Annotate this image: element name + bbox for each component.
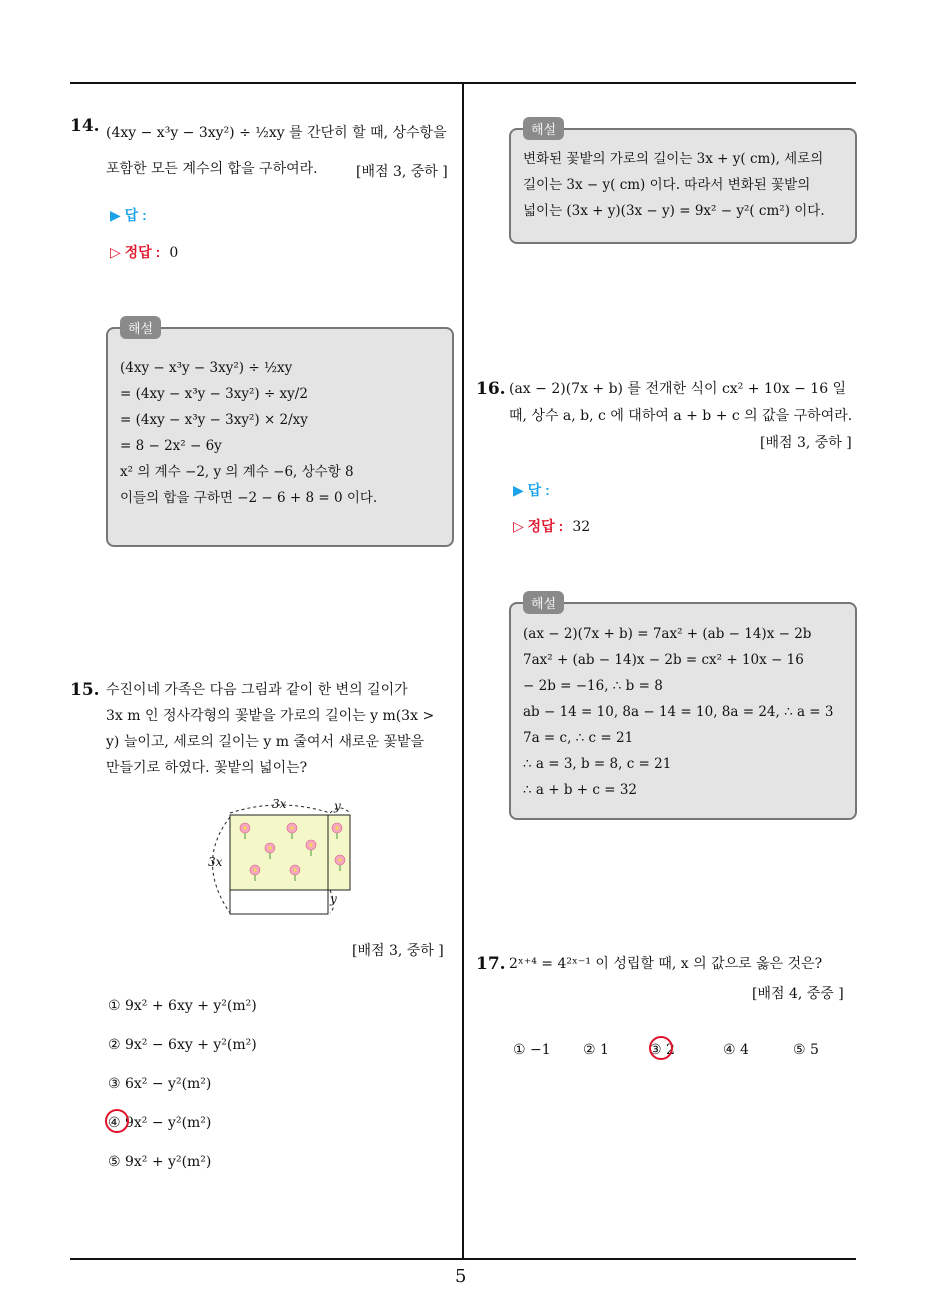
q14-number: 14.	[70, 116, 100, 136]
explanation-line: ∴ a = 3, b = 8, c = 21	[523, 756, 672, 772]
q16-correct-value: 32	[572, 519, 591, 535]
q15-score: [배점 3, 중하 ]	[352, 943, 444, 959]
q15-figure-side-label: 3x	[208, 855, 223, 869]
q16-correct	[513, 516, 590, 536]
q16-explanation-box	[509, 602, 857, 820]
q15-number: 15.	[70, 680, 100, 700]
page-number: 5	[455, 1266, 467, 1287]
q17-number: 17.	[476, 954, 506, 974]
explanation-line: 길이는 3x − y( cm) 이다. 따라서 변화된 꽃밭의	[523, 177, 811, 193]
center-divider	[462, 82, 464, 1260]
choice-option[interactable]: ② 1	[583, 1042, 609, 1058]
q14-answer-label: ▶ 답 :	[110, 207, 147, 223]
explanation-line: 넓이는 (3x + y)(3x − y) = 9x² − y²( cm²) 이다.	[523, 203, 825, 219]
explanation-line: 변화된 꽃밭의 가로의 길이는 3x + y( cm), 세로의	[523, 151, 824, 167]
q15-choices	[108, 996, 257, 1191]
q15-explanation-tag: 해설	[523, 117, 564, 140]
q16-correct-label: ▷ 정답 :	[513, 518, 564, 534]
explanation-line: 7a = c, ∴ c = 21	[523, 730, 634, 746]
q14-line1: (4xy − x³y − 3xy²) ÷ ½xy 를 간단히 할 때, 상수항을	[106, 125, 447, 141]
explanation-line: = 8 − 2x² − 6y	[120, 438, 222, 454]
explanation-line: − 2b = −16, ∴ b = 8	[523, 678, 663, 694]
question-line: 만들기로 하였다. 꽃밭의 넓이는?	[106, 760, 308, 776]
bottom-rule	[70, 1258, 856, 1260]
choice-option[interactable]: ② 9x² − 6xy + y²(m²)	[108, 1037, 257, 1053]
choice-option[interactable]: ⑤ 5	[793, 1042, 819, 1058]
q15-question	[106, 677, 434, 781]
explanation-line: = (4xy − x³y − 3xy²) ÷ xy/2	[120, 386, 308, 402]
q14-correct-value: 0	[169, 245, 179, 261]
choice-option[interactable]: ③ 6x² − y²(m²)	[108, 1076, 212, 1092]
q16-line2: 때, 상수 a, b, c 에 대하여 a + b + c 의 값을 구하여라.	[509, 408, 853, 424]
question-line: 수진이네 가족은 다음 그림과 같이 한 변의 길이가	[106, 682, 408, 698]
q14-explanation-lines	[120, 355, 377, 511]
choice-option[interactable]: ① 9x² + 6xy + y²(m²)	[108, 998, 257, 1014]
q16-score: [배점 3, 중하 ]	[760, 435, 852, 451]
q15-mark-circle	[105, 1109, 129, 1133]
q16-explanation-tag: 해설	[523, 591, 564, 614]
q14-correct	[110, 242, 178, 262]
q15-figure-top-label: 3x	[272, 797, 287, 811]
q15-figure-right-top: y	[334, 799, 341, 813]
explanation-line: = (4xy − x³y − 3xy²) × 2/xy	[120, 412, 308, 428]
q17-mark-circle	[649, 1036, 673, 1060]
q14-explanation-box	[106, 327, 454, 547]
choice-option[interactable]: ⑤ 9x² + y²(m²)	[108, 1154, 212, 1170]
choice-option[interactable]: ① −1	[513, 1042, 551, 1058]
q14-correct-label: ▷ 정답 :	[110, 244, 161, 260]
q17-score: [배점 4, 중중 ]	[752, 986, 844, 1002]
q16-explanation-lines	[523, 621, 834, 803]
question-line: y) 늘이고, 세로의 길이는 y m 줄여서 새로운 꽃밭을	[106, 734, 425, 750]
q15-garden-figure	[200, 795, 370, 920]
q16-number: 16.	[476, 379, 506, 399]
q15-explanation-box	[509, 128, 857, 244]
q14-explanation-tag: 해설	[120, 316, 161, 339]
explanation-line: ∴ a + b + c = 32	[523, 782, 637, 798]
choice-option[interactable]: ④ 9x² − y²(m²)	[108, 1115, 212, 1131]
explanation-line: ab − 14 = 10, 8a − 14 = 10, 8a = 24, ∴ a = 3	[523, 704, 834, 720]
q15-explanation-lines	[523, 146, 825, 224]
explanation-line: (ax − 2)(7x + b) = 7ax² + (ab − 14)x − 2b	[523, 626, 812, 642]
q16-line1: (ax − 2)(7x + b) 를 전개한 식이 cx² + 10x − 16 일	[509, 381, 847, 397]
q17-line1: 2ˣ⁺⁴ = 4²ˣ⁻¹ 이 성립할 때, x 의 값으로 옳은 것은?	[509, 956, 823, 972]
q16-answer-label: ▶ 답 :	[513, 482, 550, 498]
explanation-line: x² 의 계수 −2, y 의 계수 −6, 상수항 8	[120, 464, 354, 480]
explanation-line: (4xy − x³y − 3xy²) ÷ ½xy	[120, 360, 293, 376]
q15-figure-right-bottom: y	[330, 892, 337, 906]
question-line: 3x m 인 정사각형의 꽃밭을 가로의 길이는 y m(3x >	[106, 708, 435, 724]
choice-option[interactable]: ④ 4	[723, 1042, 749, 1058]
q14-score: [배점 3, 중하 ]	[356, 164, 448, 180]
explanation-line: 이들의 합을 구하면 −2 − 6 + 8 = 0 이다.	[120, 490, 378, 506]
q14-line2: 포함한 모든 계수의 합을 구하여라.	[106, 161, 318, 177]
choice-option[interactable]: ③ 2	[649, 1042, 675, 1058]
explanation-line: 7ax² + (ab − 14)x − 2b = cx² + 10x − 16	[523, 652, 804, 668]
